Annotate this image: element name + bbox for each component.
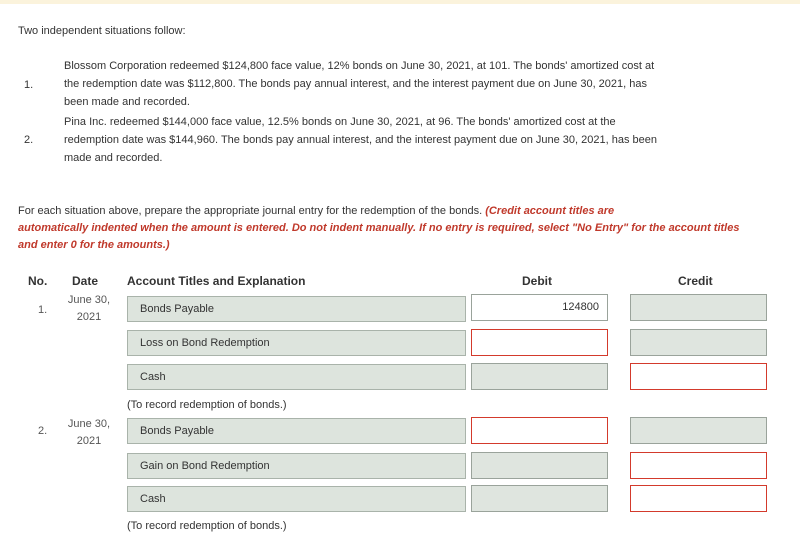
instructions-emphasis: automatically indented when the amount is entered. Do not indent manually. If no entry is required, select "No Entry" for the account titles bbox=[18, 222, 740, 234]
top-banner bbox=[0, 0, 800, 4]
entry-date bbox=[62, 416, 116, 450]
situation-line: made and recorded. bbox=[64, 152, 163, 164]
credit-input[interactable] bbox=[630, 294, 767, 321]
credit-input[interactable] bbox=[630, 452, 767, 479]
debit-input[interactable] bbox=[471, 363, 608, 390]
credit-input[interactable] bbox=[630, 329, 767, 356]
situation-number: 1. bbox=[24, 79, 34, 91]
situation-line: Pina Inc. redeemed $144,000 face value, 12.5% bonds on June 30, 2021, at 96. The bonds' amortized cost at the bbox=[64, 116, 616, 128]
intro-text: Two independent situations follow: bbox=[18, 25, 186, 37]
entry-date bbox=[62, 292, 116, 326]
account-select[interactable]: Loss on Bond Redemption bbox=[127, 330, 466, 356]
instructions-emphasis: and enter 0 for the amounts.) bbox=[18, 239, 170, 251]
credit-input[interactable] bbox=[630, 363, 767, 390]
debit-input[interactable] bbox=[471, 329, 608, 356]
header-account: Account Titles and Explanation bbox=[127, 274, 306, 288]
instructions bbox=[18, 203, 778, 254]
situation-line: Blossom Corporation redeemed $124,800 face value, 12% bonds on June 30, 2021, at 101. The bonds' amortized cost at bbox=[64, 60, 655, 72]
header-no: No. bbox=[28, 274, 48, 288]
situation-line: redemption date was $144,960. The bonds pay annual interest, and the interest payment due on June 30, 2021, has been bbox=[64, 134, 658, 146]
header-credit: Credit bbox=[678, 274, 713, 288]
situation-line: been made and recorded. bbox=[64, 96, 190, 108]
debit-input[interactable] bbox=[471, 452, 608, 479]
entry-date-line: 2021 bbox=[76, 435, 102, 447]
credit-input[interactable] bbox=[630, 417, 767, 444]
situation-text bbox=[64, 57, 764, 111]
entry-explanation: (To record redemption of bonds.) bbox=[127, 520, 287, 532]
debit-input[interactable] bbox=[471, 417, 608, 444]
entry-date-line: June 30, bbox=[67, 294, 111, 306]
account-select[interactable]: Gain on Bond Redemption bbox=[127, 453, 466, 479]
situation-text bbox=[64, 113, 764, 167]
instructions-emphasis: (Credit account titles are bbox=[485, 205, 615, 217]
entry-date-line: June 30, bbox=[67, 418, 111, 430]
entry-number: 1. bbox=[38, 304, 48, 316]
header-date: Date bbox=[72, 274, 99, 288]
account-select[interactable]: Bonds Payable bbox=[127, 418, 466, 444]
entry-date-line: 2021 bbox=[76, 311, 102, 323]
instructions-text: For each situation above, prepare the appropriate journal entry for the redemption of the bonds. bbox=[18, 205, 486, 217]
entry-number: 2. bbox=[38, 425, 48, 437]
account-select[interactable]: Bonds Payable bbox=[127, 296, 466, 322]
account-select[interactable]: Cash bbox=[127, 486, 466, 512]
entry-explanation: (To record redemption of bonds.) bbox=[127, 399, 287, 411]
debit-input[interactable] bbox=[471, 485, 608, 512]
situation-line: the redemption date was $112,800. The bonds pay annual interest, and the interest payment due on June 30, 2021, has bbox=[64, 78, 648, 90]
situation-number: 2. bbox=[24, 134, 34, 146]
debit-input[interactable]: 124800 bbox=[471, 294, 608, 321]
credit-input[interactable] bbox=[630, 485, 767, 512]
account-select[interactable]: Cash bbox=[127, 364, 466, 390]
header-debit: Debit bbox=[522, 274, 552, 288]
